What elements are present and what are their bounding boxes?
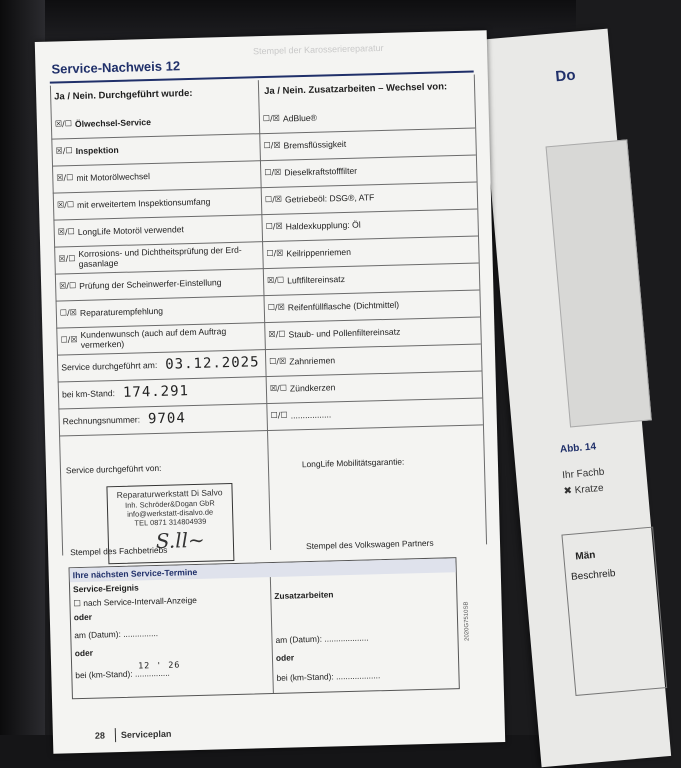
or-label: oder <box>275 652 295 663</box>
yes-no-checkbox[interactable]: ☒/☐ <box>56 173 74 183</box>
service-by-label: Service durchgeführt von: <box>65 462 162 476</box>
facing-page-table-subheader: Beschreib <box>570 568 616 583</box>
right-item-label: Staub- und Pollenfiltereinsatz <box>288 326 401 340</box>
yes-no-checkbox[interactable]: ☒/☐ <box>58 254 76 264</box>
left-item-label: Kundenwunsch (auch auf dem Auftrag vermerken) <box>80 326 227 350</box>
yes-no-checkbox[interactable]: ☒/☐ <box>55 146 73 156</box>
service-field-value[interactable]: 03.12.2025 <box>165 354 260 373</box>
right-column-header: Ja / Nein. Zusatzarbeiten – Wechsel von: <box>263 81 448 98</box>
left-item-label: mit Motorölwechsel <box>76 170 151 183</box>
yes-no-checkbox[interactable]: ☒/☐ <box>54 119 73 129</box>
or-label: oder <box>73 611 93 623</box>
stamp-line: Inh. Schröder&Dogan GbR <box>124 498 215 510</box>
right-km-field: bei (km-Stand): ................... <box>276 670 381 683</box>
next-service-header: Ihre nächsten Service-Termine <box>70 558 456 582</box>
service-field <box>62 403 263 435</box>
facing-page-table-header: Män <box>574 549 596 563</box>
yes-no-checkbox[interactable]: ☒/☐ <box>269 383 288 394</box>
left-item-label: LongLife Motoröl verwendet <box>77 223 184 237</box>
yes-no-checkbox[interactable]: ☐/☒ <box>60 335 78 345</box>
yes-no-checkbox[interactable]: ☐/☐ <box>270 410 288 421</box>
right-item-label: Luftfiltereinsatz <box>286 273 346 286</box>
yes-no-checkbox[interactable]: ☒/☐ <box>266 275 285 286</box>
service-field-label: bei km-Stand: <box>61 387 116 400</box>
right-item-label: Bremsflüssigkeit <box>283 138 347 151</box>
right-item-label: ................. <box>290 409 332 421</box>
facing-page-text: ✖ Kratze <box>563 482 605 498</box>
facing-page-figure <box>546 139 652 427</box>
footer-divider <box>115 728 116 742</box>
service-field-value[interactable]: 174.291 <box>122 382 190 401</box>
left-column-header: Ja / Nein. Durchgeführt wurde: <box>54 87 193 103</box>
yes-no-checkbox[interactable]: ☐/☒ <box>264 194 283 205</box>
next-date-field: am (Datum): ............... <box>74 628 159 641</box>
ghost-text: Stempel der Karosseriereparatur <box>252 42 384 57</box>
yes-no-checkbox[interactable]: ☐/☒ <box>265 221 283 232</box>
left-item-label: Reparaturempfehlung <box>79 305 164 318</box>
longlife-label: LongLife Mobilitätsgarantie: <box>301 456 405 470</box>
yes-no-checkbox[interactable]: ☒/☐ <box>268 329 286 340</box>
yes-no-checkbox[interactable]: ☒/☐ <box>56 200 75 210</box>
page-title: Service-Nachweis 12 <box>51 58 181 77</box>
yes-no-checkbox[interactable]: ☐/☒ <box>266 248 284 259</box>
facing-page-text: Ihr Fachb <box>561 466 605 482</box>
right-item-label: Reifenfüllflasche (Dichtmittel) <box>287 299 400 313</box>
service-page <box>35 30 505 754</box>
or-label: oder <box>74 647 94 659</box>
stamp-line: Reparaturwerkstatt Di Salvo <box>116 487 223 501</box>
yes-no-checkbox[interactable]: ☐/☒ <box>267 302 285 313</box>
yes-no-checkbox[interactable]: ☐/☒ <box>59 308 78 318</box>
signature: S.ll~ <box>155 527 206 554</box>
yes-no-checkbox[interactable]: ☐/☒ <box>264 167 282 178</box>
right-item-label: Dieselkraftstofffilter <box>284 165 358 178</box>
right-item <box>270 398 479 430</box>
yes-no-checkbox[interactable]: ☒/☐ <box>57 227 75 237</box>
right-item-label: Getriebeöl: DSG®, ATF <box>284 191 375 205</box>
next-km-field: bei (km-Stand): ............... <box>75 667 170 681</box>
right-item-label: Keilrippenriemen <box>286 246 352 259</box>
stamp-line: info@werkstatt-disalvo.de <box>127 507 214 519</box>
left-item-label: Prüfung der Scheinwerfer-Einstellung <box>79 276 222 291</box>
right-item-label: Zahnriemen <box>289 355 336 367</box>
right-date-field: am (Datum): ................... <box>275 632 369 645</box>
next-service-box <box>69 557 460 699</box>
facing-page-title: Do <box>554 66 577 86</box>
service-field-label: Service durchgeführt am: <box>61 359 158 373</box>
left-item-label: Korrosions- und Dichtheitsprüfung der Erd-gasanlage <box>78 244 242 269</box>
right-item-label: AdBlue® <box>282 112 318 124</box>
right-item-label: Zündkerzen <box>289 382 336 394</box>
facing-page-caption: Abb. 14 <box>559 441 597 456</box>
stamp-line: TEL 0871 314804939 <box>134 517 207 528</box>
next-km-value: 12 ' 26 <box>137 659 181 671</box>
yes-no-checkbox[interactable]: ☐/☒ <box>269 356 287 367</box>
footer-label: Serviceplan <box>120 728 172 741</box>
left-item-label: Ölwechsel-Service <box>74 116 152 129</box>
yes-no-checkbox[interactable]: ☒/☐ <box>59 281 77 291</box>
facing-page <box>478 29 671 768</box>
stamp-right-label: Stempel des Volkswagen Partners <box>305 537 434 552</box>
left-item-label: Inspektion <box>75 144 119 156</box>
extra-work-label: Zusatzarbeiten <box>274 589 334 601</box>
yes-no-checkbox[interactable]: ☐/☒ <box>263 140 281 151</box>
right-item-label: Haldexkupplung: Öl <box>285 219 361 232</box>
grid-line <box>270 577 274 693</box>
yes-no-checkbox[interactable]: ☐/☒ <box>262 113 281 124</box>
service-field-label: Rechnungsnummer: <box>62 414 141 427</box>
page-number: 28 <box>94 730 106 741</box>
left-item-label: mit erweitertem Inspektionsumfang <box>76 196 211 210</box>
stamp-left-label: Stempel des Fachbetriebs <box>69 544 168 558</box>
interval-option: ☐ nach Service-Intervall-Anzeige <box>73 594 197 609</box>
service-event-label: Service-Ereignis <box>72 582 139 595</box>
side-code: 2020G7510SB <box>463 601 471 641</box>
service-field-value[interactable]: 9704 <box>147 410 186 427</box>
